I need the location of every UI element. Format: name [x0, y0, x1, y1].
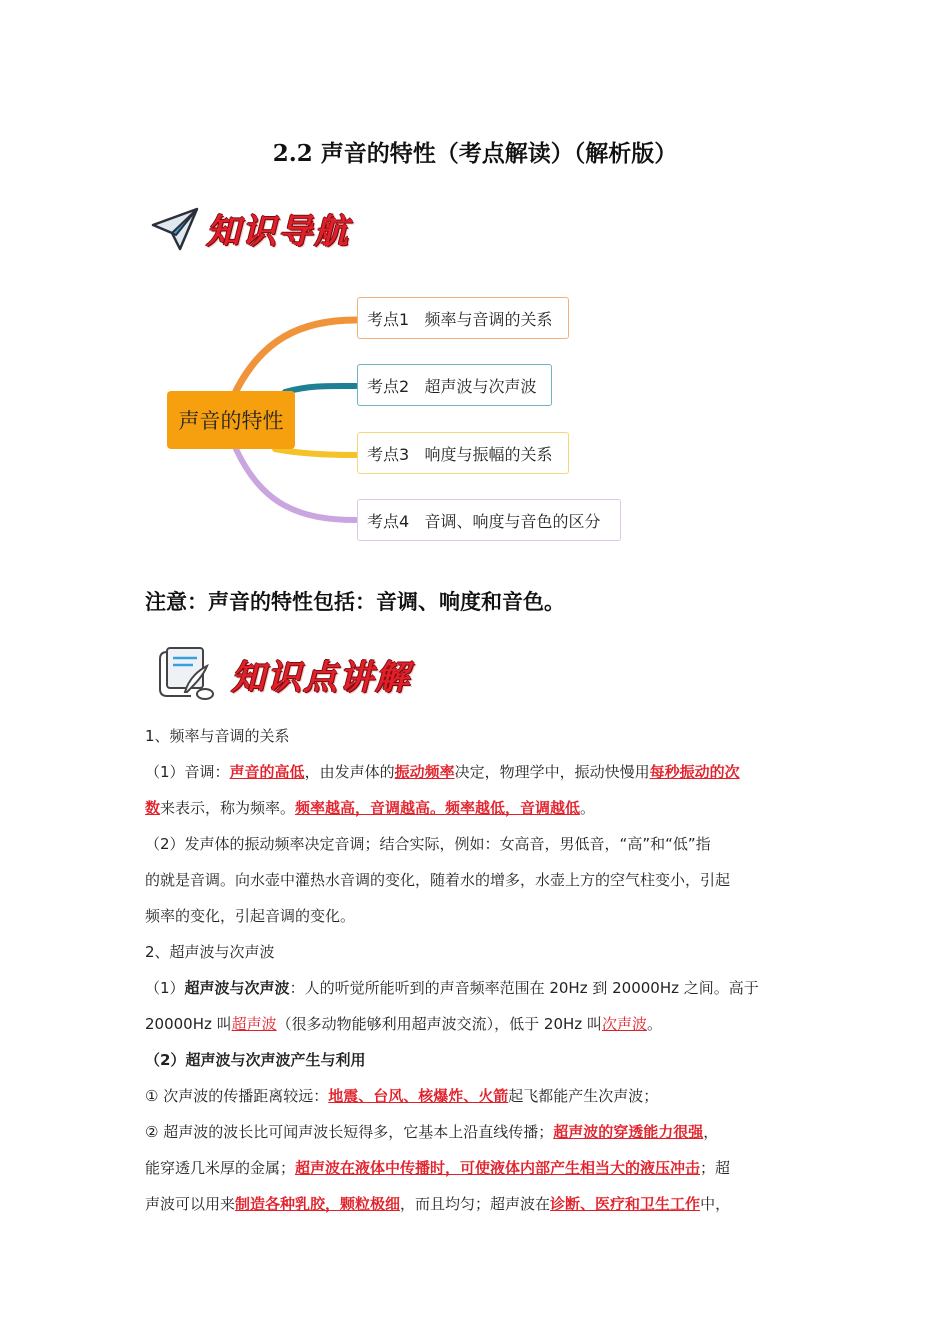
lesson-content	[145, 718, 810, 1222]
s1-paragraph-1	[145, 754, 810, 826]
text-span: 决定，物理学中，振动快慢用	[454, 763, 650, 781]
text-span: 能穿透几米厚的金属；	[145, 1159, 296, 1177]
mindmap-topic-3: 考点3 响度与振幅的关系	[357, 432, 569, 474]
text-span: 起飞都能产生次声波；	[508, 1087, 659, 1105]
text-span: ② 超声波的波长比可闻声波长短得多，它基本上沿直线传播；	[145, 1123, 554, 1141]
text-span: 。	[580, 799, 596, 817]
text-line: 的就是音调。向水壶中灌热水音调的变化，随着水的增多，水壶上方的空气柱变小，引起	[145, 871, 731, 889]
page-title: 2.2 声音的特性（考点解读）（解析版）	[272, 140, 678, 167]
mindmap-topic-2: 考点2 超声波与次声波	[357, 364, 552, 406]
highlight: 每秒振动的次	[649, 763, 740, 781]
text-span: 来表示，称为频率。	[160, 799, 296, 817]
s2-paragraph-1	[145, 970, 810, 1042]
text-span: ，	[703, 1123, 719, 1141]
text-span: 声波可以用来	[145, 1195, 236, 1213]
note-text: 注意：声音的特性包括：音调、响度和音色。	[145, 590, 565, 614]
text-span: 中，	[700, 1195, 731, 1213]
text-span: （1）	[145, 979, 185, 997]
text-line: （2）发声体的振动频率决定音调；结合实际，例如：女高音，男低音，“高”和“低”指	[145, 835, 711, 853]
bold-term: 超声波与次声波	[184, 979, 290, 997]
text-span: ；超	[700, 1159, 731, 1177]
text-span: 。	[646, 1015, 662, 1033]
highlight: 诊断、医疗和卫生工作	[550, 1195, 701, 1213]
text-span: 20000Hz 叫	[145, 1015, 232, 1033]
section-2-heading: 2、超声波与次声波	[145, 943, 275, 961]
points-banner-title: 知识点讲解	[231, 658, 411, 698]
highlight: 频率越高，音调越高。频率越低，音调越低	[295, 799, 581, 817]
text-span: ，由发声体的	[304, 763, 395, 781]
highlight: 超声波的穿透能力很强	[553, 1123, 704, 1141]
highlight: 数	[145, 799, 161, 817]
bold-term: 超声波与次声波产生与利用	[185, 1051, 366, 1069]
text-span: （1）音调：	[145, 763, 230, 781]
text-span: ：人的听觉所能听到的声音频率范围在 20Hz 到 20000Hz 之间。高于	[289, 979, 759, 997]
mindmap-topic-1: 考点1 频率与音调的关系	[357, 297, 569, 339]
text-span: （2）	[145, 1051, 186, 1069]
branch-topic-1	[236, 320, 356, 391]
s2-paragraph-4	[145, 1114, 810, 1222]
highlight: 地震、台风、核爆炸、火箭	[328, 1087, 509, 1105]
highlight: 振动频率	[394, 763, 455, 781]
mindmap-center-node: 声音的特性	[167, 391, 295, 449]
highlight: 制造各种乳胶，颗粒极细	[235, 1195, 401, 1213]
highlight: 次声波	[601, 1015, 647, 1033]
mindmap-branches	[0, 0, 950, 560]
s2-paragraph-3	[145, 1078, 810, 1114]
text-line: 频率的变化，引起音调的变化。	[145, 907, 356, 925]
s1-paragraph-2	[145, 826, 810, 934]
nav-banner-title: 知识导航	[206, 212, 350, 252]
highlight: 超声波在液体中传播时，可使液体内部产生相当大的液压冲击	[295, 1159, 701, 1177]
scroll-quill-icon	[155, 642, 217, 704]
branch-topic-3	[275, 449, 356, 455]
mindmap-topic-4: 考点4 音调、响度与音色的区分	[357, 499, 621, 541]
text-span: ，而且均匀；超声波在	[400, 1195, 551, 1213]
s2-paragraph-2	[145, 1042, 810, 1078]
highlight: 超声波	[231, 1015, 277, 1033]
text-span: （很多动物能够利用超声波交流），低于 20Hz 叫	[276, 1015, 602, 1033]
branch-topic-2	[285, 386, 356, 392]
section-1-heading: 1、频率与音调的关系	[145, 727, 290, 745]
points-banner	[155, 640, 445, 706]
highlight: 声音的高低	[229, 763, 305, 781]
text-span: ① 次声波的传播距离较远：	[145, 1087, 329, 1105]
branch-topic-4	[236, 449, 356, 520]
